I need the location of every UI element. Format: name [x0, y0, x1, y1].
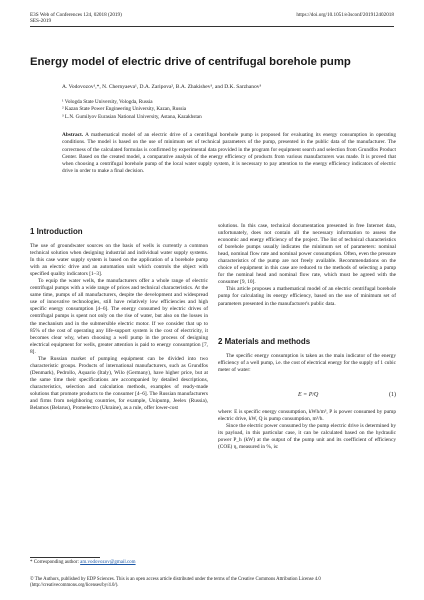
paragraph: The specific energy consumption is taken as the main indicator of the energy efficiency of a well pump, i.e. the cost of electrical energy for the supply of 1 cubic meter of water: — [218, 353, 397, 374]
header-rule — [30, 26, 394, 27]
copyright-notice: © The Authors, published by EDP Sciences. This is an open access article distributed under the terms of the Creative Commons Attribution License 4.0 (http://creativecommons.org/licenses/by/4.0/). — [30, 577, 321, 588]
affiliation: ² Kazan State Power Engineering University, Kazan, Russia — [62, 106, 187, 113]
paragraph: To equip the water wells, the manufacturers offer a whole range of electric centrifugal pumps with a wide range of prices and technical characteristics. At the same time, pumps of all manufacturers, despite the development and widespread use of innovative technologies, still have relatively low efficiencies and high specific energy consumption [4–6]. The energy consumed by electric drives of centrifugal pumps is spent not only on the rise of water, but also on the losses in the mechanism and in the submersible electric motor. If we consider that up to 85% of the cost of operating any life-support system is the cost of electricity, it becomes clear why, when choosing a well pump in the process of designing electrical equipment for wells, greater attention is paid to energy consumption [7, 8]. — [30, 278, 208, 355]
affiliation: ¹ Vologda State University, Vologda, Russia — [62, 99, 153, 105]
abstract-label: Abstract. — [62, 132, 84, 138]
section-heading-materials-methods: 2 Materials and methods — [218, 337, 311, 346]
left-column — [30, 243, 208, 412]
abstract-text: A mathematical model of an electric drive of a centrifugal borehole pump is proposed for evaluating its energy consumption in operating conditions. The model is based on the use of minimum set of technical parameters of the pump, presented in the public data of the manufacturer. The correctness of the calculated formulas is confirmed by experimental data provided in the program for equipment search and selection from Grundfos Product Center. Based on the created model, a comparative analysis of the energy efficiency of products from various manufacturers was made. It is proved that when choosing a centrifugal borehole pump of the local water supply system, it is necessary to pay attention to the energy efficiency indicators of electric drive in order to make a final decision. — [62, 132, 396, 175]
footnote-label: * Corresponding author: — [30, 560, 81, 565]
journal-citation: E3S Web of Conferences 124, 02018 (2019) — [30, 12, 122, 18]
doi-link[interactable]: https://doi.org/10.1051/e3sconf/201912402018 — [296, 12, 394, 18]
paragraph: This article proposes a mathematical model of an electric centrifugal borehole pump for calculating its energy efficiency, based on the use of minimum set of parameters presented in the manufacturer's public data. — [218, 286, 396, 307]
affiliation-list — [62, 99, 392, 121]
paragraph: Since the electric power consumed by the pump electric drive is determined by its payload, in this particular case, it can be calculated based on the hydraulic power P_h (kW) at the output of the pump unit and its coefficient of efficiency (COE) η, measured in %, is: — [218, 423, 396, 451]
affiliation: ³ L.N. Gumilyov Eurasian National University, Astana, Kazakhstan — [62, 113, 202, 120]
right-column-bottom — [218, 353, 396, 374]
footnote — [30, 560, 394, 565]
right-column-top — [218, 223, 396, 308]
author-list: A. Vodovozov¹,*, N. Chernyaeva¹, D.A. Zaripova², B.A. Zhakishev³, and D.K. Sarzhanov³ — [62, 84, 262, 90]
section-heading-introduction: 1 Introduction — [30, 227, 83, 236]
footnote-rule — [30, 557, 100, 558]
equation-1 — [218, 392, 396, 404]
journal-info — [30, 12, 122, 25]
conference-label: SES-2019 — [30, 18, 52, 25]
right-column-after-formula — [218, 409, 396, 451]
paragraph: where: E is specific energy consumption, kWh/m³, P is power consumed by pump electric drive, kW, Q is pump consumption, m³/h. — [218, 409, 396, 423]
paragraph: solutions. In this case, technical documentation presented in free Internet data, unfortunately, does not contain all the necessary information to assess the economic and energy efficiency of the project. The list of technical characteristics of borehole pumps usually indicates the minimum set of parameters: nominal head, nominal flow rate and nominal power consumption. Often, even the pressure characteristics of the pump are not freely available. Recommendations on the choice of equipment in this case are reduced to the methods of selecting a pump for the nominal head and nominal flow rate, which must be agreed with the consumer [9, 10]. — [218, 223, 396, 286]
paragraph: The use of groundwater sources on the basis of wells is currently a common technical solution when designing industrial and individual water supply systems. In this case water supply system is based on the application of a borehole pump with an electric drive and an automation unit which controls the object with specified quality indicators [1–3]. — [30, 243, 208, 278]
author-email-link[interactable]: am.vodovozov@gmail.com — [80, 560, 136, 565]
equation-number: (1) — [389, 392, 396, 398]
equation-expression: E = P/Q — [298, 392, 319, 398]
abstract — [62, 132, 396, 176]
paper-title: Energy model of electric drive of centrifugal borehole pump — [30, 56, 351, 68]
paragraph: The Russian market of pumping equipment can be divided into two characteristic groups. Products of international manufacturers, such as Grundfos (Denmark), Pedrollo, Aquario (Italy), Wilo (Germany), have higher price, but at the same time their specifications are accompanied by detailed descriptions, characteristics, selection and calculation methods, examples of ready-made solutions that promote products to the consumer [4–6]. The Russian manufacturers and firms from neighboring countries, for example, Unipump, Jeelex (Russia), Belamos (Belarus), Promelectro (Ukraine), as a rule, offer lower-cost — [30, 355, 208, 412]
